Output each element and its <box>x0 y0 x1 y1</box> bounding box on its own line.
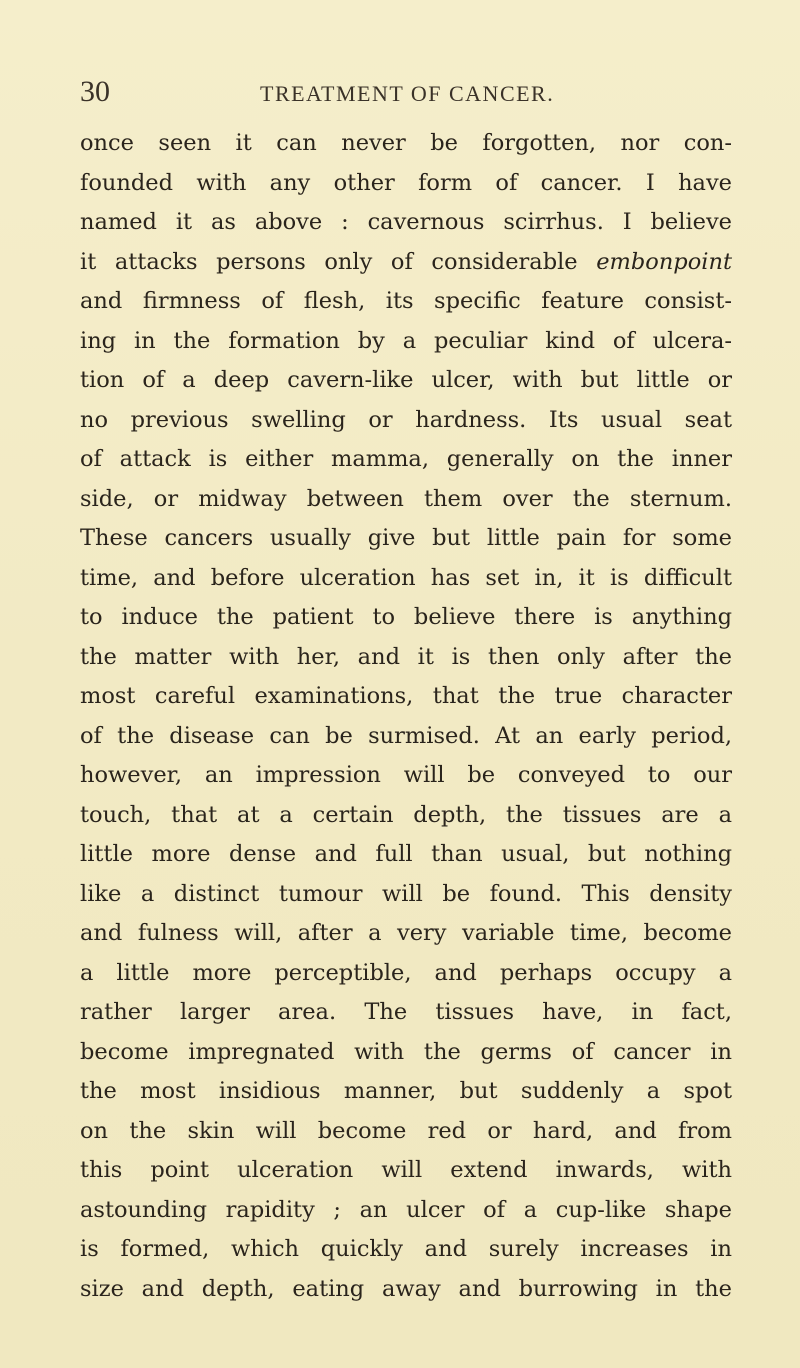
text-line-9: of attack is either mamma, generally on the inner <box>80 446 732 472</box>
text-line-20: like a distinct tumour will be found. This density <box>80 880 732 907</box>
text-line-15: most careful examinations, that the true character <box>80 683 732 709</box>
running-title: TREATMENT OF CANCER. <box>260 81 555 106</box>
text-line-12: time, and before ulceration has set in, it is difficult <box>80 564 732 591</box>
italic-term-embonpoint: embonpoint <box>596 248 732 275</box>
text-line-30: size and depth, eating away and burrowing in the <box>80 1275 732 1302</box>
text-line-10: side, or midway between them over the sternum. <box>80 485 732 512</box>
text-line-29: is formed, which quickly and surely increases in <box>80 1236 732 1262</box>
text-line-3: named it as above : cavernous scirrhus. I believe <box>80 209 732 235</box>
text-line-6: ing in the formation by a peculiar kind of ulcera- <box>80 327 732 354</box>
text-line-1: once seen it can never be forgotten, nor con- <box>80 130 732 156</box>
text-line-26: on the skin will become red or hard, and from <box>80 1117 732 1144</box>
text-line-22: a little more perceptible, and perhaps occupy a <box>80 959 732 986</box>
text-line-28: astounding rapidity ; an ulcer of a cup-like shape <box>80 1196 732 1223</box>
text-line-4 <box>80 243 732 283</box>
page-header <box>80 72 720 112</box>
text-line-2: founded with any other form of cancer. I have <box>80 169 732 196</box>
text-line-27: this point ulceration will extend inwards, with <box>80 1157 732 1183</box>
text-line-21: and fulness will, after a very variable time, become <box>80 920 732 946</box>
body-text <box>80 124 732 1309</box>
text-line-24: become impregnated with the germs of cancer in <box>80 1038 732 1065</box>
text-line-7: tion of a deep cavern-like ulcer, with but little or <box>80 367 732 393</box>
text-line-17: however, an impression will be conveyed to our <box>80 762 732 788</box>
page-number: 30 <box>80 75 110 108</box>
text-line-19: little more dense and full than usual, but nothing <box>80 841 732 867</box>
text-line-23: rather larger area. The tissues have, in fact, <box>80 999 732 1025</box>
text-line-25: the most insidious manner, but suddenly a spot <box>80 1078 732 1104</box>
text-line-14: the matter with her, and it is then only after the <box>80 643 732 670</box>
text-line-16: of the disease can be surmised. At an early period, <box>80 722 732 749</box>
text-line-11: These cancers usually give but little pain for some <box>80 525 732 551</box>
text-line-8: no previous swelling or hardness. Its usual seat <box>80 406 732 433</box>
text-line-4-roman: it attacks persons only of considerable <box>80 248 597 275</box>
text-line-13: to induce the patient to believe there is anything <box>80 604 732 630</box>
text-line-18: touch, that at a certain depth, the tissues are a <box>80 801 732 828</box>
text-line-5: and firmness of flesh, its specific feature consist- <box>80 288 732 314</box>
